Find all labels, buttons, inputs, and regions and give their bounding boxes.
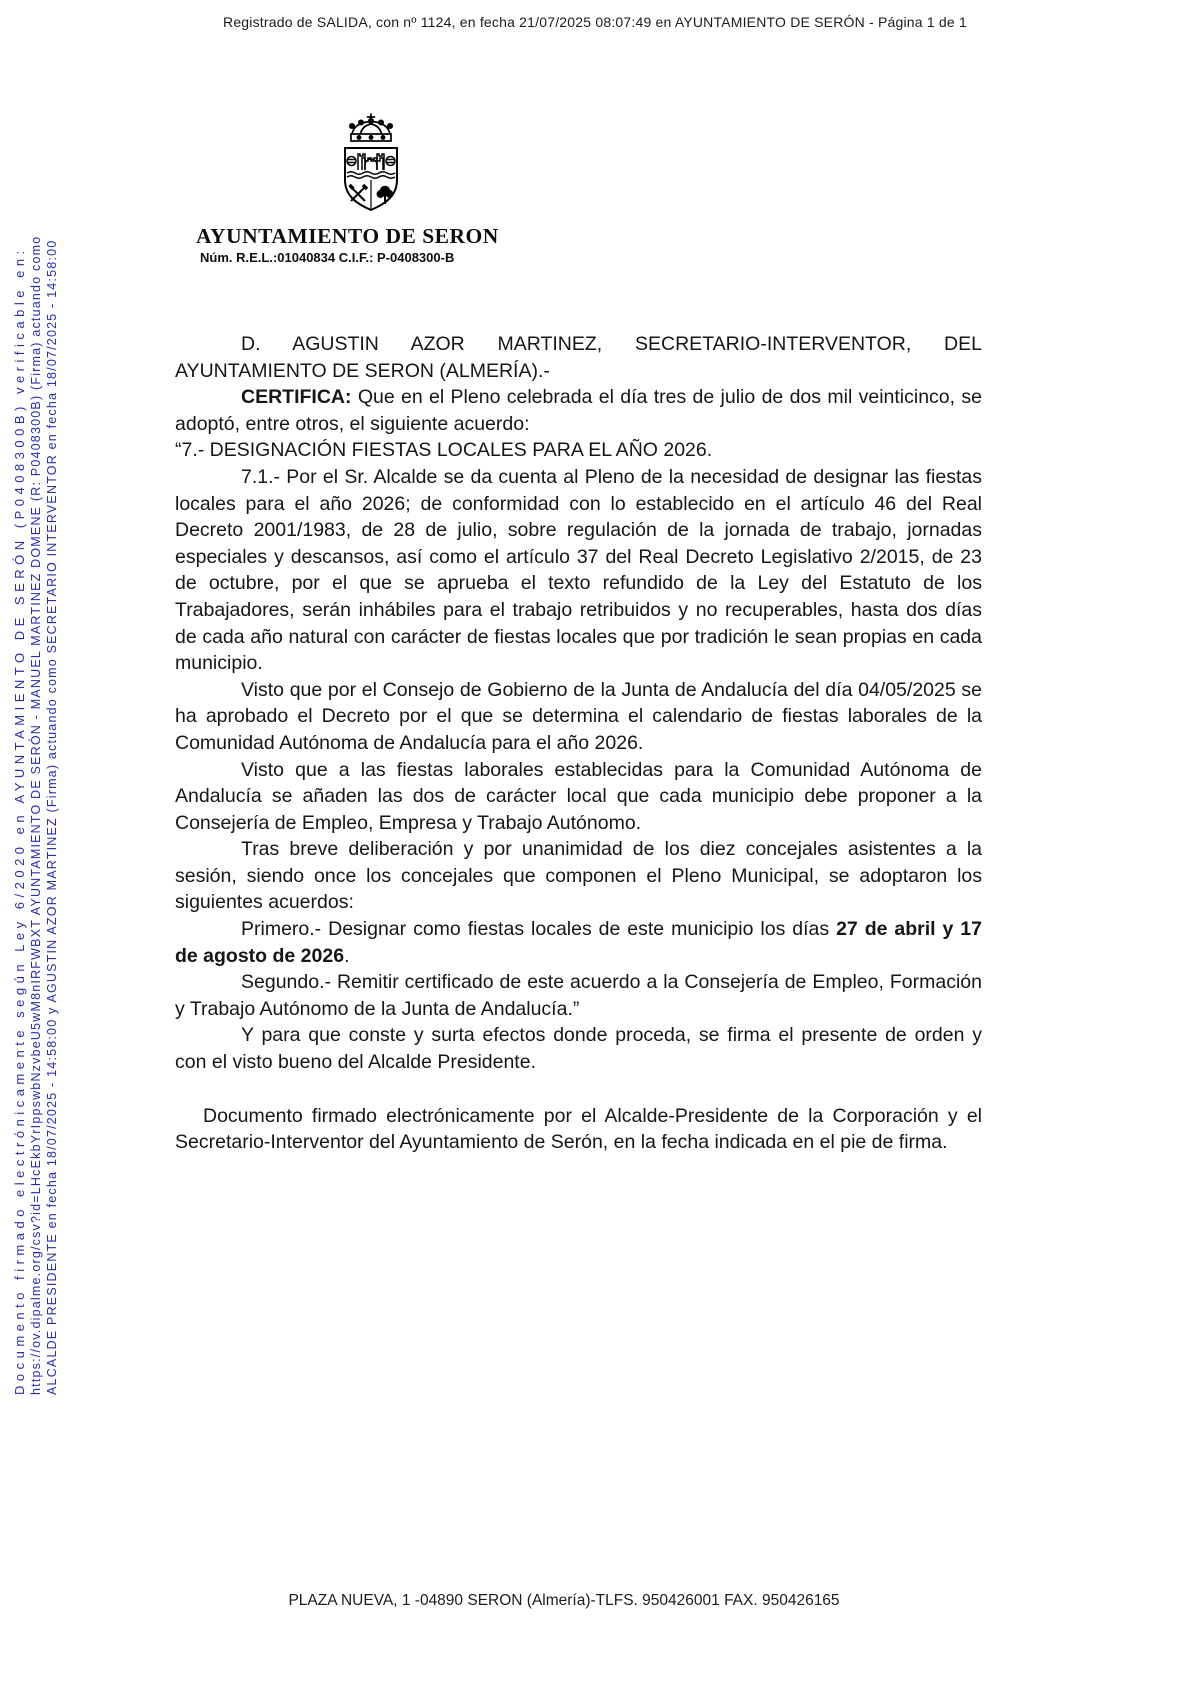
organization-name: AYUNTAMIENTO DE SERON (196, 224, 499, 248)
sidebar-verification-line: ALCALDE PRESIDENTE en fecha 18/07/2025 - 14:58:00 y AGUSTIN AZOR MARTINEZ (Firma) actuando como SECRETARIO INTERVENTOR en fecha 18/07/2025 - 14:58:00 (45, 239, 59, 1395)
paragraph (175, 1103, 982, 1156)
text-segment: Documento firmado electrónicamente por el Alcalde-Presidente de la Corporación y el Secretario-Interventor del Ayuntamiento de Serón, en la fecha indicada en el pie de firma. (175, 1104, 982, 1154)
paragraph (175, 969, 982, 1022)
organization-registry-ids: Núm. R.E.L.:01040834 C.I.F.: P-0408300-B (200, 250, 455, 265)
address-footer: PLAZA NUEVA, 1 -04890 SERON (Almería)-TLFS. 950426001 FAX. 950426165 (288, 1592, 840, 1609)
text-segment: Visto que por el Consejo de Gobierno de la Junta de Andalucía del día 04/05/2025 se ha aprobado el Decreto por el que se determina el calendario de fiestas laborales de la Comunidad Autónoma de Andalucía para el año 2026. (175, 678, 982, 754)
paragraph (175, 331, 982, 384)
paragraph (175, 464, 982, 677)
document-body (175, 331, 982, 1156)
paragraph (175, 1022, 982, 1075)
text-segment: CERTIFICA: (241, 386, 352, 409)
text-segment: Segundo.- Remitir certificado de este acuerdo a la Consejería de Empleo, Formación y Trabajo Autónomo de la Junta de Andalucía.” (175, 971, 982, 1020)
text-segment: Primero.- Designar como fiestas locales de este municipio los días (241, 918, 837, 941)
paragraph (175, 757, 982, 837)
text-segment: “7.- DESIGNACIÓN FIESTAS LOCALES PARA EL AÑO 2026. (175, 439, 713, 462)
seron-coat-of-arms-icon (338, 112, 404, 224)
text-segment: D. AGUSTIN AZOR MARTINEZ, SECRETARIO-INTERVENTOR, DEL AYUNTAMIENTO DE SERON (ALMERÍA).- (175, 333, 982, 382)
paragraph (175, 836, 982, 916)
text-segment: Y para que conste y surta efectos donde proceda, se firma el presente de orden y con el visto bueno del Alcalde Presidente. (175, 1024, 982, 1074)
paragraph (175, 677, 982, 757)
paragraph (175, 916, 982, 969)
paragraph (175, 384, 982, 437)
text-segment: 27 de abril y 17 de agosto de 2026 (175, 918, 982, 967)
sidebar-verification-text (12, 180, 60, 1395)
text-segment: . (344, 944, 350, 967)
text-segment: Visto que a las fiestas laborales establecidas para la Comunidad Autónoma de Andalucía se añaden las dos de carácter local que cada municipio debe proponer a la Consejería de Empleo, Empresa y Trabajo Autónomo. (175, 758, 982, 834)
paragraph (175, 437, 982, 464)
registration-stamp-header: Registrado de SALIDA, con nº 1124, en fecha 21/07/2025 08:07:49 en AYUNTAMIENTO DE SERÓN - Página 1 de 1 (223, 14, 967, 30)
text-segment: Tras breve deliberación y por unanimidad de los diez concejales asistentes a la sesión, siendo once los concejales que componen el Pleno Municipal, se adoptaron los siguientes acuerdos: (175, 838, 982, 914)
text-segment: Que en el Pleno celebrada el día tres de julio de dos mil veinticinco, se adoptó, entre otros, el siguiente acuerdo: (175, 386, 982, 435)
sidebar-verification-line: Documento firmado electrónicamente según Ley 6/2020 en AYUNTAMIENTO DE SERÓN (P0408300B) verificable en: (12, 246, 27, 1395)
text-segment: 7.1.- Por el Sr. Alcalde se da cuenta al Pleno de la necesidad de designar las fiestas locales para el año 2026; de conformidad con lo establecido en el artículo 46 del Real Decreto 2001/1983, de 28 de julio, sobre regulación de la jornada de trabajo, jornadas especiales y descansos, así como el artículo 37 del Real Decreto Legislativo 2/2015, de 23 de octubre, por el que se aprueba el texto refundido de la Ley del Estatuto de los Trabajadores, serán inhábiles para el trabajo retribuidos y no recuperables, hasta dos días de cada año natural con carácter de fiestas locales que por tradición le sean propias en cada municipio. (175, 465, 982, 675)
sidebar-verification-line: https://ov.dipalme.org/csv?id=LHcEkbYrIppswbNzvbeU5wM8nIRFWBXT AYUNTAMIENTO DE SERÓN - MANUEL MARTINEZ DOMENE (R: P0408300B) (Firma) actuando como (29, 235, 43, 1395)
